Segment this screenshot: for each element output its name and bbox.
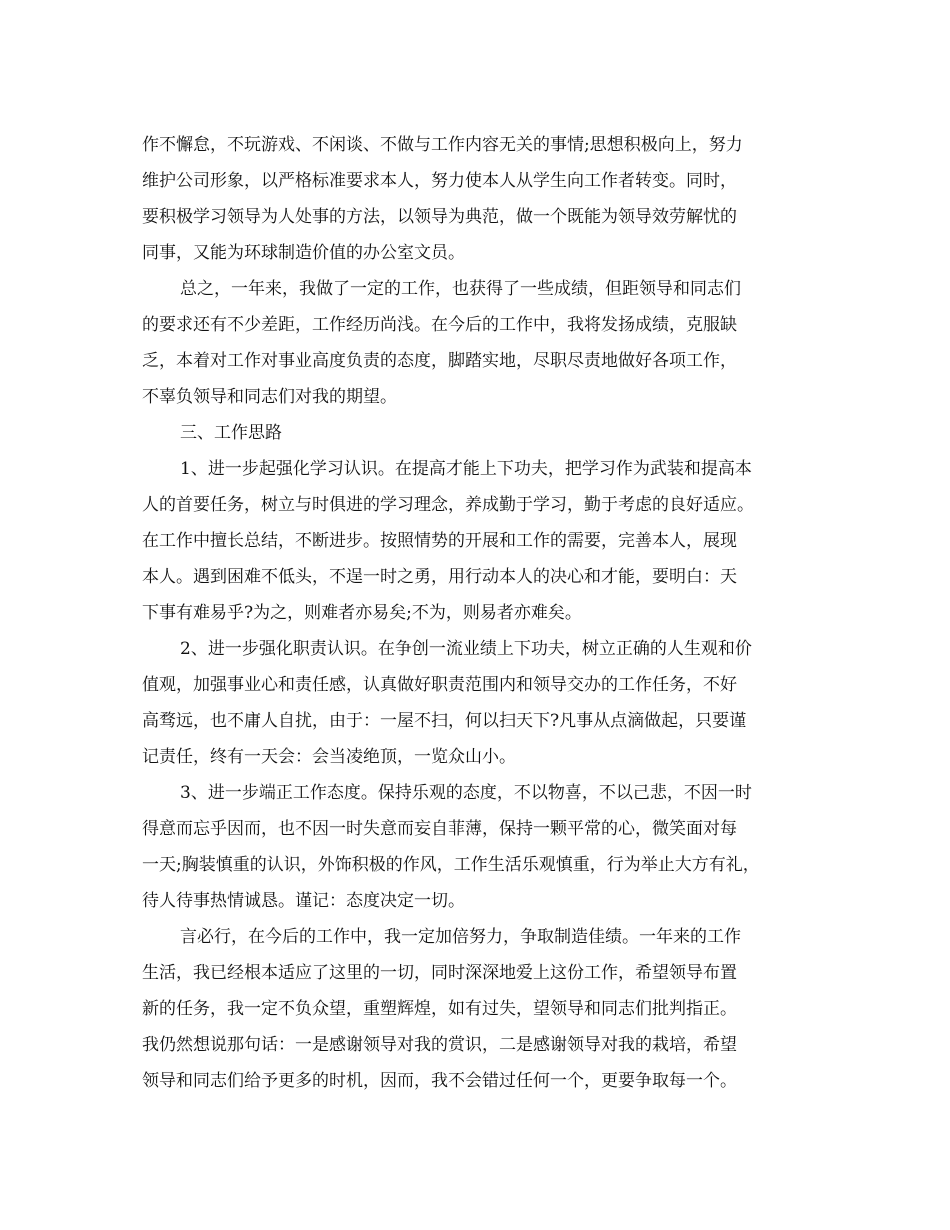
- text-line: 领导和同志们给予更多的时机，因而，我不会错过任何一个，更要争取每一个。: [142, 1071, 737, 1091]
- text-line: 得意而忘乎因而，也不因一时失意而妄自菲薄，保持一颗平常的心，微笑面对每: [142, 819, 737, 839]
- text-line: 2、进一步强化职责认识。在争创一流业绩上下功夫，树立正确的人生观和价: [180, 639, 752, 659]
- text-line: 新的任务，我一定不负众望，重塑辉煌，如有过失，望领导和同志们批判指正。: [142, 999, 737, 1019]
- section-heading: 三、工作思路: [180, 423, 282, 443]
- text-line: 维护公司形象，以严格标准要求本人，努力使本人从学生向工作者转变。同时，: [142, 171, 737, 191]
- text-line: 同事，又能为环球制造价值的办公室文员。: [142, 243, 465, 263]
- text-line: 作不懈怠，不玩游戏、不闲谈、不做与工作内容无关的事情;思想积极向上，努力: [142, 135, 743, 155]
- text-line: 高骛远，也不庸人自扰，由于：一屋不扫，何以扫天下?凡事从点滴做起，只要谨: [142, 711, 747, 731]
- text-line: 我仍然想说那句话：一是感谢领导对我的赏识，二是感谢领导对我的栽培，希望: [142, 1035, 737, 1055]
- document-body: [142, 127, 822, 1099]
- text-line: 总之，一年来，我做了一定的工作，也获得了一些成绩，但距领导和同志们: [180, 279, 741, 299]
- text-line: 生活，我已经根本适应了这里的一切，同时深深地爱上这份工作，希望领导布置: [142, 963, 737, 983]
- text-line: 要积极学习领导为人处事的方法，以领导为典范，做一个既能为领导效劳解忧的: [142, 207, 737, 227]
- text-line: 在工作中擅长总结，不断进步。按照情势的开展和工作的需要，完善本人，展现: [142, 531, 737, 551]
- text-line: 待人待事热情诚恳。谨记：态度决定一切。: [142, 891, 465, 911]
- text-line: 本人。遇到困难不低头，不逞一时之勇，用行动本人的决心和才能，要明白：天: [142, 567, 737, 587]
- text-line: 一天;胸装慎重的认识，外饰积极的作风，工作生活乐观慎重，行为举止大方有礼，: [142, 855, 760, 875]
- text-line: 乏，本着对工作对事业高度负责的态度，脚踏实地，尽职尽责地做好各项工作，: [142, 351, 737, 371]
- text-line: 值观，加强事业心和责任感，认真做好职责范围内和领导交办的工作任务，不好: [142, 675, 737, 695]
- text-line: 人的首要任务，树立与时俱进的学习理念，养成勤于学习，勤于考虑的良好适应。: [142, 495, 754, 515]
- text-line: 3、进一步端正工作态度。保持乐观的态度，不以物喜，不以己悲，不因一时: [180, 783, 752, 803]
- text-line: 下事有难易乎?为之，则难者亦易矣;不为，则易者亦难矣。: [142, 603, 582, 623]
- text-line: 不辜负领导和同志们对我的期望。: [142, 387, 397, 407]
- text-line: 的要求还有不少差距，工作经历尚浅。在今后的工作中，我将发扬成绩，克服缺: [142, 315, 737, 335]
- text-line: 言必行，在今后的工作中，我一定加倍努力，争取制造佳绩。一年来的工作: [180, 927, 741, 947]
- text-line: 1、进一步起强化学习认识。在提高才能上下功夫，把学习作为武装和提高本: [180, 459, 752, 479]
- text-line: 记责任，终有一天会：会当凌绝顶，一览众山小。: [142, 747, 516, 767]
